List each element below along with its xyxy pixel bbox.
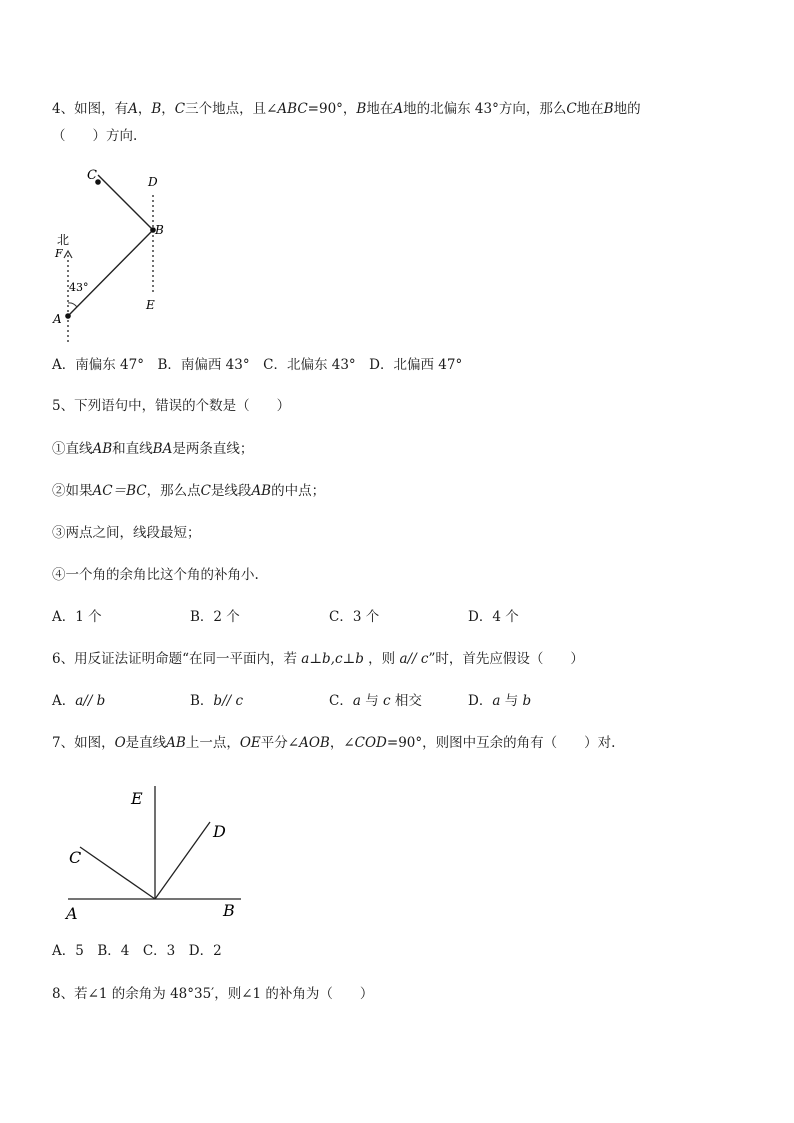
label-A: A [66,904,78,923]
sep: ， [137,101,152,117]
q4-text: 地的北偏东 43°方向，那么 [403,101,567,117]
q6-option-c [329,692,422,710]
q6-option-b [190,692,243,710]
ray-OD [155,822,210,899]
q7-text: ，∠ [329,735,355,751]
q6-text: ，则 [368,651,396,667]
q6-stem [52,650,584,668]
label-angle-43: 43° [69,281,89,294]
q4-stem-line2: （ ）方向. [52,128,138,144]
q7-text: 上一点， [185,735,240,751]
var-B: B [603,101,614,117]
var-C: C [200,483,211,499]
var-a: a [352,693,361,709]
q6-text: 6、用反证法证明命题“在同一平面内，若 [52,651,297,667]
q8-stem: 8、若∠1 的余角为 48°35′，则∠1 的补角为（ ） [52,986,374,1002]
q7-options: A．5 B．4 C．3 D．2 [52,943,222,959]
conclusion-parallel: a// c [399,651,429,667]
segment-BA [68,230,153,316]
q5-statement-3: ③两点之间，线段最短； [52,525,201,541]
var-AB: AB [92,441,113,457]
var-AB: AB [166,735,186,751]
var-B: B [356,101,367,117]
angle-AOB: AOB [299,735,330,751]
option-text: a// b [75,693,106,709]
q5-text: 的中点； [271,483,326,499]
angle-COD: COD [354,735,387,751]
q4-figure [40,160,180,350]
q5-stem: 5、下列语句中，错误的个数是（ ） [52,398,291,414]
sep: ， [161,101,175,117]
q5-statement-1 [52,440,253,458]
var-a: a [492,693,501,709]
q4-text: 地在 [576,101,604,117]
q5-text: ，那么点 [146,483,201,499]
q5-option-d: D．4 个 [468,609,519,625]
label-E: E [131,789,143,808]
label-C: C [69,848,82,867]
ray-OC [80,847,155,899]
q5-text: 是两条直线； [172,441,254,457]
q6-option-a [52,692,105,710]
label-A: A [53,312,62,326]
label-D: D [148,175,158,189]
q7-text: 平分∠ [260,735,300,751]
q5-statement-4: ④一个角的余角比这个角的补角小. [52,567,259,583]
label-E: E [146,298,155,312]
angle-arc [68,303,77,307]
var-A: A [128,101,138,117]
q6-option-d [468,692,531,710]
q5-option-a: A．1 个 [52,609,102,625]
q4-text: 地在 [366,101,394,117]
q7-text: 是直线 [125,735,167,751]
q5-text: 是线段 [210,483,252,499]
q4-text: =90°， [307,101,357,117]
q4-text: 地的 [613,101,641,117]
q6-text: ”时，首先应假设（ ） [428,651,584,667]
q5-text: ①直线 [52,441,93,457]
angle-ABC: ABC [277,101,308,117]
q5-statement-2 [52,482,325,500]
condition-perp: a⊥b,c⊥b [301,651,364,667]
var-A: A [393,101,404,117]
var-C: C [174,101,186,117]
option-text: b// c [213,693,244,709]
label-C: C [87,168,97,183]
segment-CB [98,175,153,230]
var-OE: OE [239,735,261,751]
point-A [65,313,71,319]
var-C: C [566,101,577,117]
label-north: 北 [57,233,70,247]
label-B: B [223,901,235,920]
q7-text: =90°，则图中互余的角有（ ）对. [386,735,616,751]
var-b: b [522,693,532,709]
q4-options: A．南偏东 47° B．南偏西 43° C．北偏东 43° D．北偏西 47° [52,357,463,373]
q7-stem [52,734,615,752]
option-text: 相交 [394,693,422,709]
option-label: B． [190,693,214,709]
var-O: O [114,735,126,751]
q7-text: 7、如图， [52,735,115,751]
var-B: B [151,101,162,117]
q5-option-b: B．2 个 [190,609,240,625]
option-label: C． [329,693,353,709]
label-D: D [213,822,226,841]
q5-text: 和直线 [112,441,153,457]
var-AB: AB [251,483,272,499]
option-text: 与 [365,693,379,709]
option-label: D． [468,693,493,709]
equation-AC-BC: AC＝BC [92,483,147,499]
q5-text: ②如果 [52,483,93,499]
var-c: c [383,693,391,709]
q5-option-c: C．3 个 [329,609,380,625]
label-B: B [155,223,164,237]
q7-figure [55,780,255,925]
q4-text: 三个地点，且∠ [185,101,278,117]
var-BA: BA [152,441,173,457]
option-text: 与 [504,693,519,709]
option-label: A． [52,693,76,709]
q4-stem-line1 [52,100,641,118]
label-F: F [55,247,63,260]
q4-text: 4、如图，有 [52,101,129,117]
